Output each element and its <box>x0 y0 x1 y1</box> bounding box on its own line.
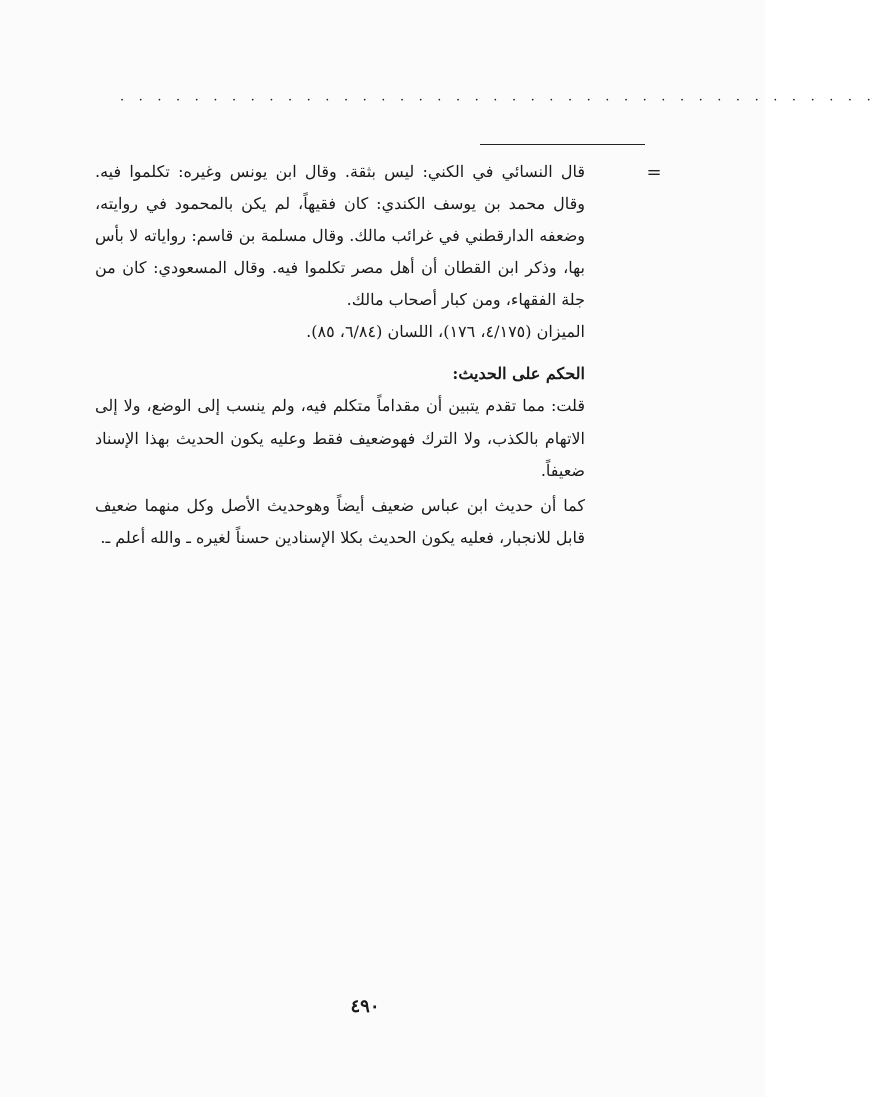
footnote-references: الميزان (٤/١٧٥، ١٧٦)، اللسان (٦/٨٤، ٨٥). <box>306 322 585 341</box>
header-dotted-rule: · · · · · · · · · · · · · · · · · · · · · · · · · · · · · · · · · · · · · · · · · <box>120 93 876 108</box>
page-body <box>95 156 585 555</box>
ruling-paragraph-1: قلت: مما تقدم يتبين أن مقداماً متكلم فيه، ولم ينسب إلى الوضع، ولا إلى الاتهام بالكذب، ولا الترك فهوضعيف فقط وعليه يكون الحديث بهذا الإسناد ضعيفاً. <box>95 396 586 480</box>
section-heading-ruling: الحكم على الحديث: <box>452 364 585 383</box>
ruling-paragraph-2: كما أن حديث ابن عباس ضعيف أيضاً وهوحديث الأصل وكل منهما ضعيف قابل للانجبار، فعليه يكون الحديث بكلا الإسنادين حسناً لغيره ـ والله أعلم ـ. <box>95 495 585 547</box>
footnote-text: قال النسائي في الكني: ليس بثقة. وقال ابن يونس وغيره: تكلموا فيه. وقال محمد بن يوسف الكندي: كان فقيهاً، لم يكن بالمحمود في روايته، وضعفه الدارقطني في غرائب مالك. وقال مسلمة بن قاسم: رواياته لا بأس بها، وذكر ابن القطان أن أهل مصر تكلموا فيه. وقال المسعودي: كان من جلة الفقهاء، ومن كبار أصحاب مالك. <box>95 162 586 309</box>
footnote-continuation-mark: = <box>646 162 662 183</box>
footnote-separator-rule <box>480 144 645 145</box>
page-number: ٤٩٠ <box>350 996 380 1017</box>
